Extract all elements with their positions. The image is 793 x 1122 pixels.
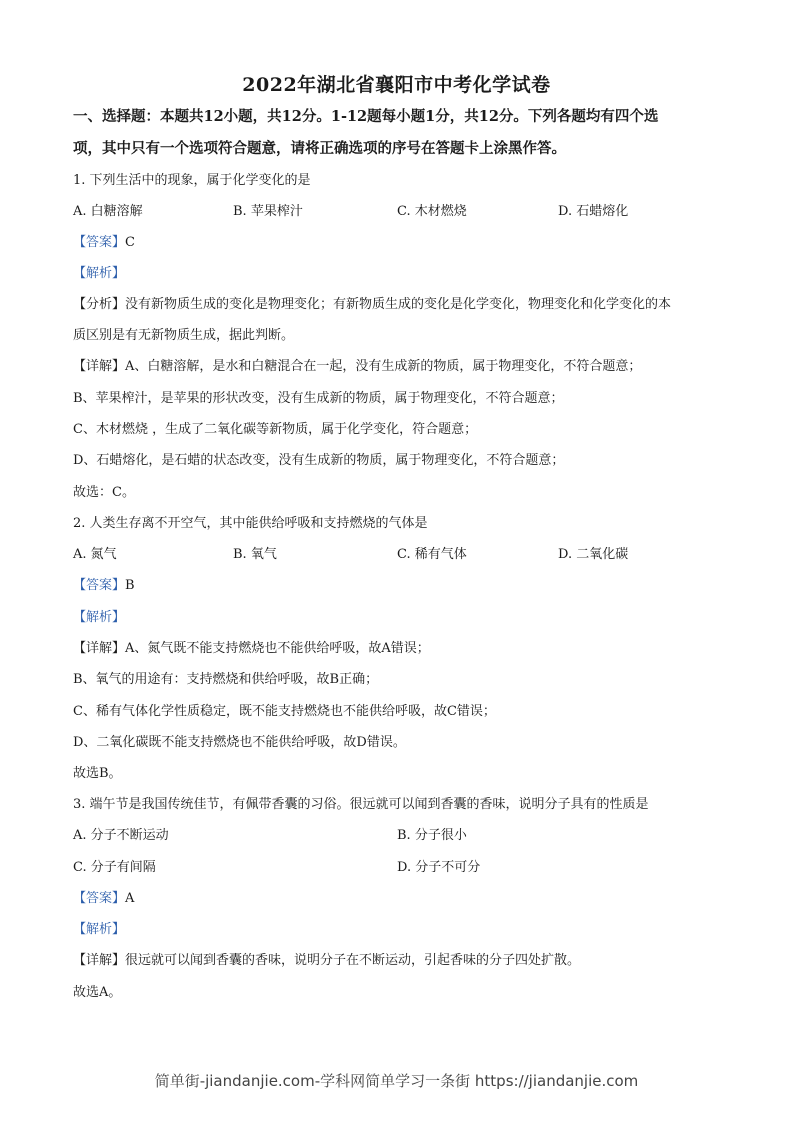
q2-detail-line-2: B、氧气的用途有：支持燃烧和供给呼吸，故B正确； <box>73 672 379 687</box>
q2-option-a: A. 氮气 <box>73 547 117 562</box>
q1-detail-line-4: D、石蜡熔化，是石蜡的状态改变，没有生成新的物质，属于物理变化，不符合题意； <box>73 453 565 468</box>
q2-conclusion: 故选B。 <box>73 766 122 781</box>
q1-answer <box>73 234 135 252</box>
q2-analysis-tag: 【解析】 <box>73 610 126 625</box>
q3-option-b: B. 分子很小 <box>397 828 467 843</box>
q1-fenxi-line-1 <box>73 296 671 314</box>
q1-option-b: B. 苹果榨汁 <box>233 204 303 219</box>
detail-tag: 【详解】 <box>73 359 126 374</box>
q3-conclusion: 故选A。 <box>73 985 122 1000</box>
q1-conclusion: 故选：C。 <box>73 485 135 500</box>
q2-detail-line-1 <box>73 640 430 658</box>
q2-detail-line-4: D、二氧化碳既不能支持燃烧也不能供给呼吸，故D错误。 <box>73 735 406 750</box>
page-title: 2022年湖北省襄阳市中考化学试卷 <box>242 74 551 96</box>
q1-detail-line-2: B、苹果榨汁，是苹果的形状改变，没有生成新的物质，属于物理变化，不符合题意； <box>73 391 564 406</box>
q3-option-d: D. 分子不可分 <box>397 860 481 875</box>
q1-option-c: C. 木材燃烧 <box>397 204 467 219</box>
q1-detail-line-3: C、木材燃烧 ，生成了二氧化碳等新物质，属于化学变化，符合题意； <box>73 422 478 437</box>
q1-option-a: A. 白糖溶解 <box>73 204 143 219</box>
footer-watermark: 简单街-jiandanjie.com-学科网简单学习一条街 https://jiandanjie.com <box>154 1072 639 1090</box>
fenxi-tag: 【分析】 <box>73 297 126 312</box>
detail-tag: 【详解】 <box>73 641 126 656</box>
q1-fenxi-text: 没有新物质生成的变化是物理变化；有新物质生成的变化是化学变化，物理变化和化学变化的本 <box>125 297 672 312</box>
q3-stem: 3. 端午节是我国传统佳节，有佩带香囊的习俗。很远就可以闻到香囊的香味，说明分子具有的性质是 <box>73 797 649 812</box>
q1-detail-line-1 <box>73 358 641 376</box>
q3-option-a: A. 分子不断运动 <box>73 828 169 843</box>
q1-analysis-tag: 【解析】 <box>73 266 126 281</box>
answer-tag: 【答案】 <box>73 891 126 906</box>
q2-stem: 2. 人类生存离不开空气，其中能供给呼吸和支持燃烧的气体是 <box>73 516 428 531</box>
q3-answer-value: A <box>125 891 135 906</box>
section-heading-line-2: 项，其中只有一个选项符合题意，请将正确选项的序号在答题卡上涂黑作答。 <box>73 140 566 157</box>
detail-tag: 【详解】 <box>73 953 126 968</box>
q1-detail-text: A、白糖溶解，是水和白糖混合在一起，没有生成新的物质，属于物理变化，不符合题意； <box>125 359 642 374</box>
q2-option-c: C. 稀有气体 <box>397 547 467 562</box>
section-heading-line-1: 一、选择题：本题共12小题，共12分。1-12题每小题1分，共12分。下列各题均有四个选 <box>73 108 659 125</box>
q3-detail-line-1 <box>73 952 580 970</box>
answer-tag: 【答案】 <box>73 578 126 593</box>
q2-detail-line-3: C、稀有气体化学性质稳定，既不能支持燃烧也不能供给呼吸，故C错误； <box>73 704 496 719</box>
q3-detail-text: 很远就可以闻到香囊的香味，说明分子在不断运动，引起香味的分子四处扩散。 <box>125 953 581 968</box>
q3-option-c: C. 分子有间隔 <box>73 860 156 875</box>
q2-option-b: B. 氧气 <box>233 547 277 562</box>
q1-stem: 1. 下列生活中的现象，属于化学变化的是 <box>73 173 311 188</box>
q2-answer-value: B <box>125 578 135 593</box>
q2-answer <box>73 577 135 595</box>
q2-option-d: D. 二氧化碳 <box>558 547 629 562</box>
q3-answer <box>73 890 134 908</box>
q1-answer-value: C <box>125 235 135 250</box>
q3-analysis-tag: 【解析】 <box>73 922 126 937</box>
q1-fenxi-line-2: 质区别是有无新物质生成，据此判断。 <box>73 328 295 343</box>
answer-tag: 【答案】 <box>73 235 126 250</box>
q2-detail-text: A、氮气既不能支持燃烧也不能供给呼吸，故A错误； <box>125 641 430 656</box>
q1-option-d: D. 石蜡熔化 <box>558 204 629 219</box>
